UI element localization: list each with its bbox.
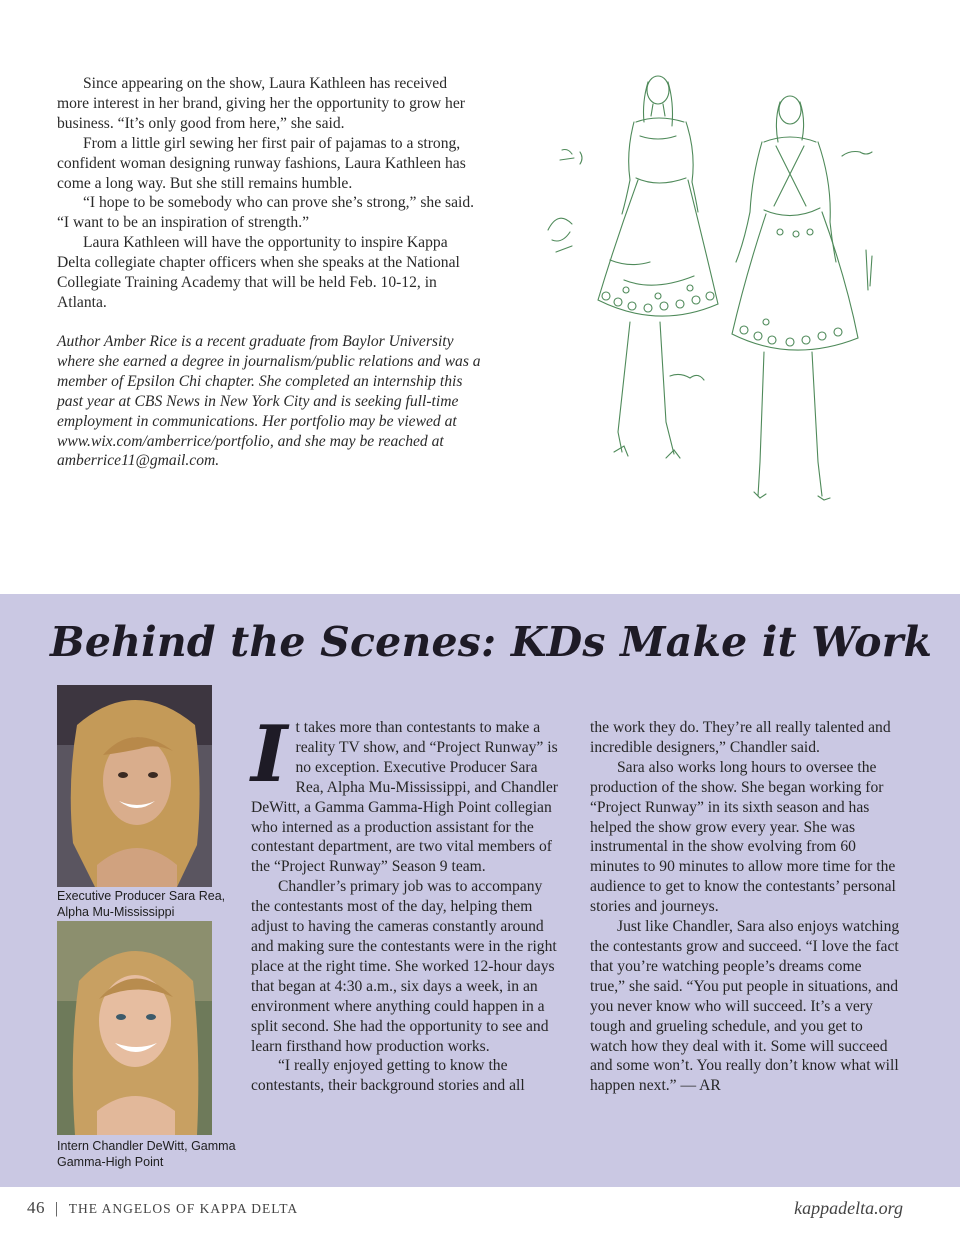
separator: | <box>55 1200 59 1217</box>
fashion-sketch-illustration <box>540 60 890 510</box>
article-column-1 <box>251 709 563 1096</box>
paragraph: the work they do. They’re all really talented and incredible designers,” Chandler said. <box>590 719 891 756</box>
paragraph: From a little girl sewing her first pair of pajamas to a strong, confident woman designing runway fashions, Laura Kathleen has come a long way. But she still remains humble. <box>57 134 466 192</box>
website-link[interactable]: kappadelta.org <box>794 1198 903 1218</box>
page-number: 46 <box>27 1198 45 1217</box>
paragraph: Chandler’s primary job was to accompany the contestants most of the day, helping them adjust to having the cameras constantly around and making sure the contestants were in the right place at the right time. She worked 12-hour days that began at 4:30 a.m., six days a week, in an environment where anything could happen in a split second. She had the opportunity to see and learn firsthand how production works. <box>251 878 557 1055</box>
article-column-2 <box>590 718 900 1096</box>
page-footer <box>27 1198 907 1222</box>
drop-cap: I <box>251 709 288 800</box>
paragraph: “I hope to be somebody who can prove she’s strong,” she said. “I want to be an inspiration of strength.” <box>57 194 475 232</box>
paragraph: Since appearing on the show, Laura Kathleen has received more interest in her brand, giving her the opportunity to grow her business. “It’s only good from here,” she said. <box>57 75 465 132</box>
paragraph <box>251 709 563 877</box>
author-bio: Author Amber Rice is a recent graduate from Baylor University where she earned a degree in journalism/public relations and was a member of Epsilon Chi chapter. She completed an internship this past year at CBS News in New York City and is seeking full-time employment in communications. Her portfolio may be viewed at www.wix.com/amberrice/portfolio, and she may be reached at amberrice11@gmail.com. <box>57 333 481 470</box>
photo-chandler-dewitt <box>57 921 212 1135</box>
magazine-name: THE ANGELOS OF KAPPA DELTA <box>68 1201 299 1216</box>
paragraph: “I really enjoyed getting to know the contestants, their background stories and all <box>251 1057 525 1095</box>
feature-headline: Behind the Scenes: KDs Make it Work <box>50 618 933 666</box>
paragraph: Laura Kathleen will have the opportunity to inspire Kappa Delta collegiate chapter officers when she speaks at the National Collegiate Training Academy that will be held Feb. 10-12, in Atlanta. <box>57 234 460 311</box>
paragraph-text: t takes more than contestants to make a reality TV show, and “Project Runway” is no exception. Executive Producer Sara Rea, Alpha Mu-Mississippi, and Chandler DeWitt, a Gamma Gamma-High Point collegian who interned as a production assistant for the contestant department, are two vital members of the “Project Runway” Season 9 team. <box>251 719 558 876</box>
photo-caption: Intern Chandler DeWitt, Gamma Gamma-High Point <box>57 1139 236 1169</box>
article-continuation <box>57 74 482 313</box>
folio <box>27 1198 298 1218</box>
photo-sara-rea <box>57 685 212 887</box>
paragraph: Sara also works long hours to oversee the production of the show. She began working for “Project Runway” in its sixth season and has helped the show grow every year. She was instrumental in the show evolving from 60 minutes to 90 minutes to allow more time for the audience to get to know the contestants’ personal stories and journeys. <box>590 758 896 916</box>
photo-caption: Executive Producer Sara Rea, Alpha Mu-Mississippi <box>57 889 226 919</box>
paragraph: Just like Chandler, Sara also enjoys watching the contestants grow and succeed. “I love the fact that you’re watching people’s dreams come true,” she said. “You put people in situations, and you never know who will succeed. It’s a very tough and grueling schedule, and you get to watch how they deal with it. Some will succeed and some won’t. You really don’t know what will happen next.” — AR <box>590 918 900 1095</box>
